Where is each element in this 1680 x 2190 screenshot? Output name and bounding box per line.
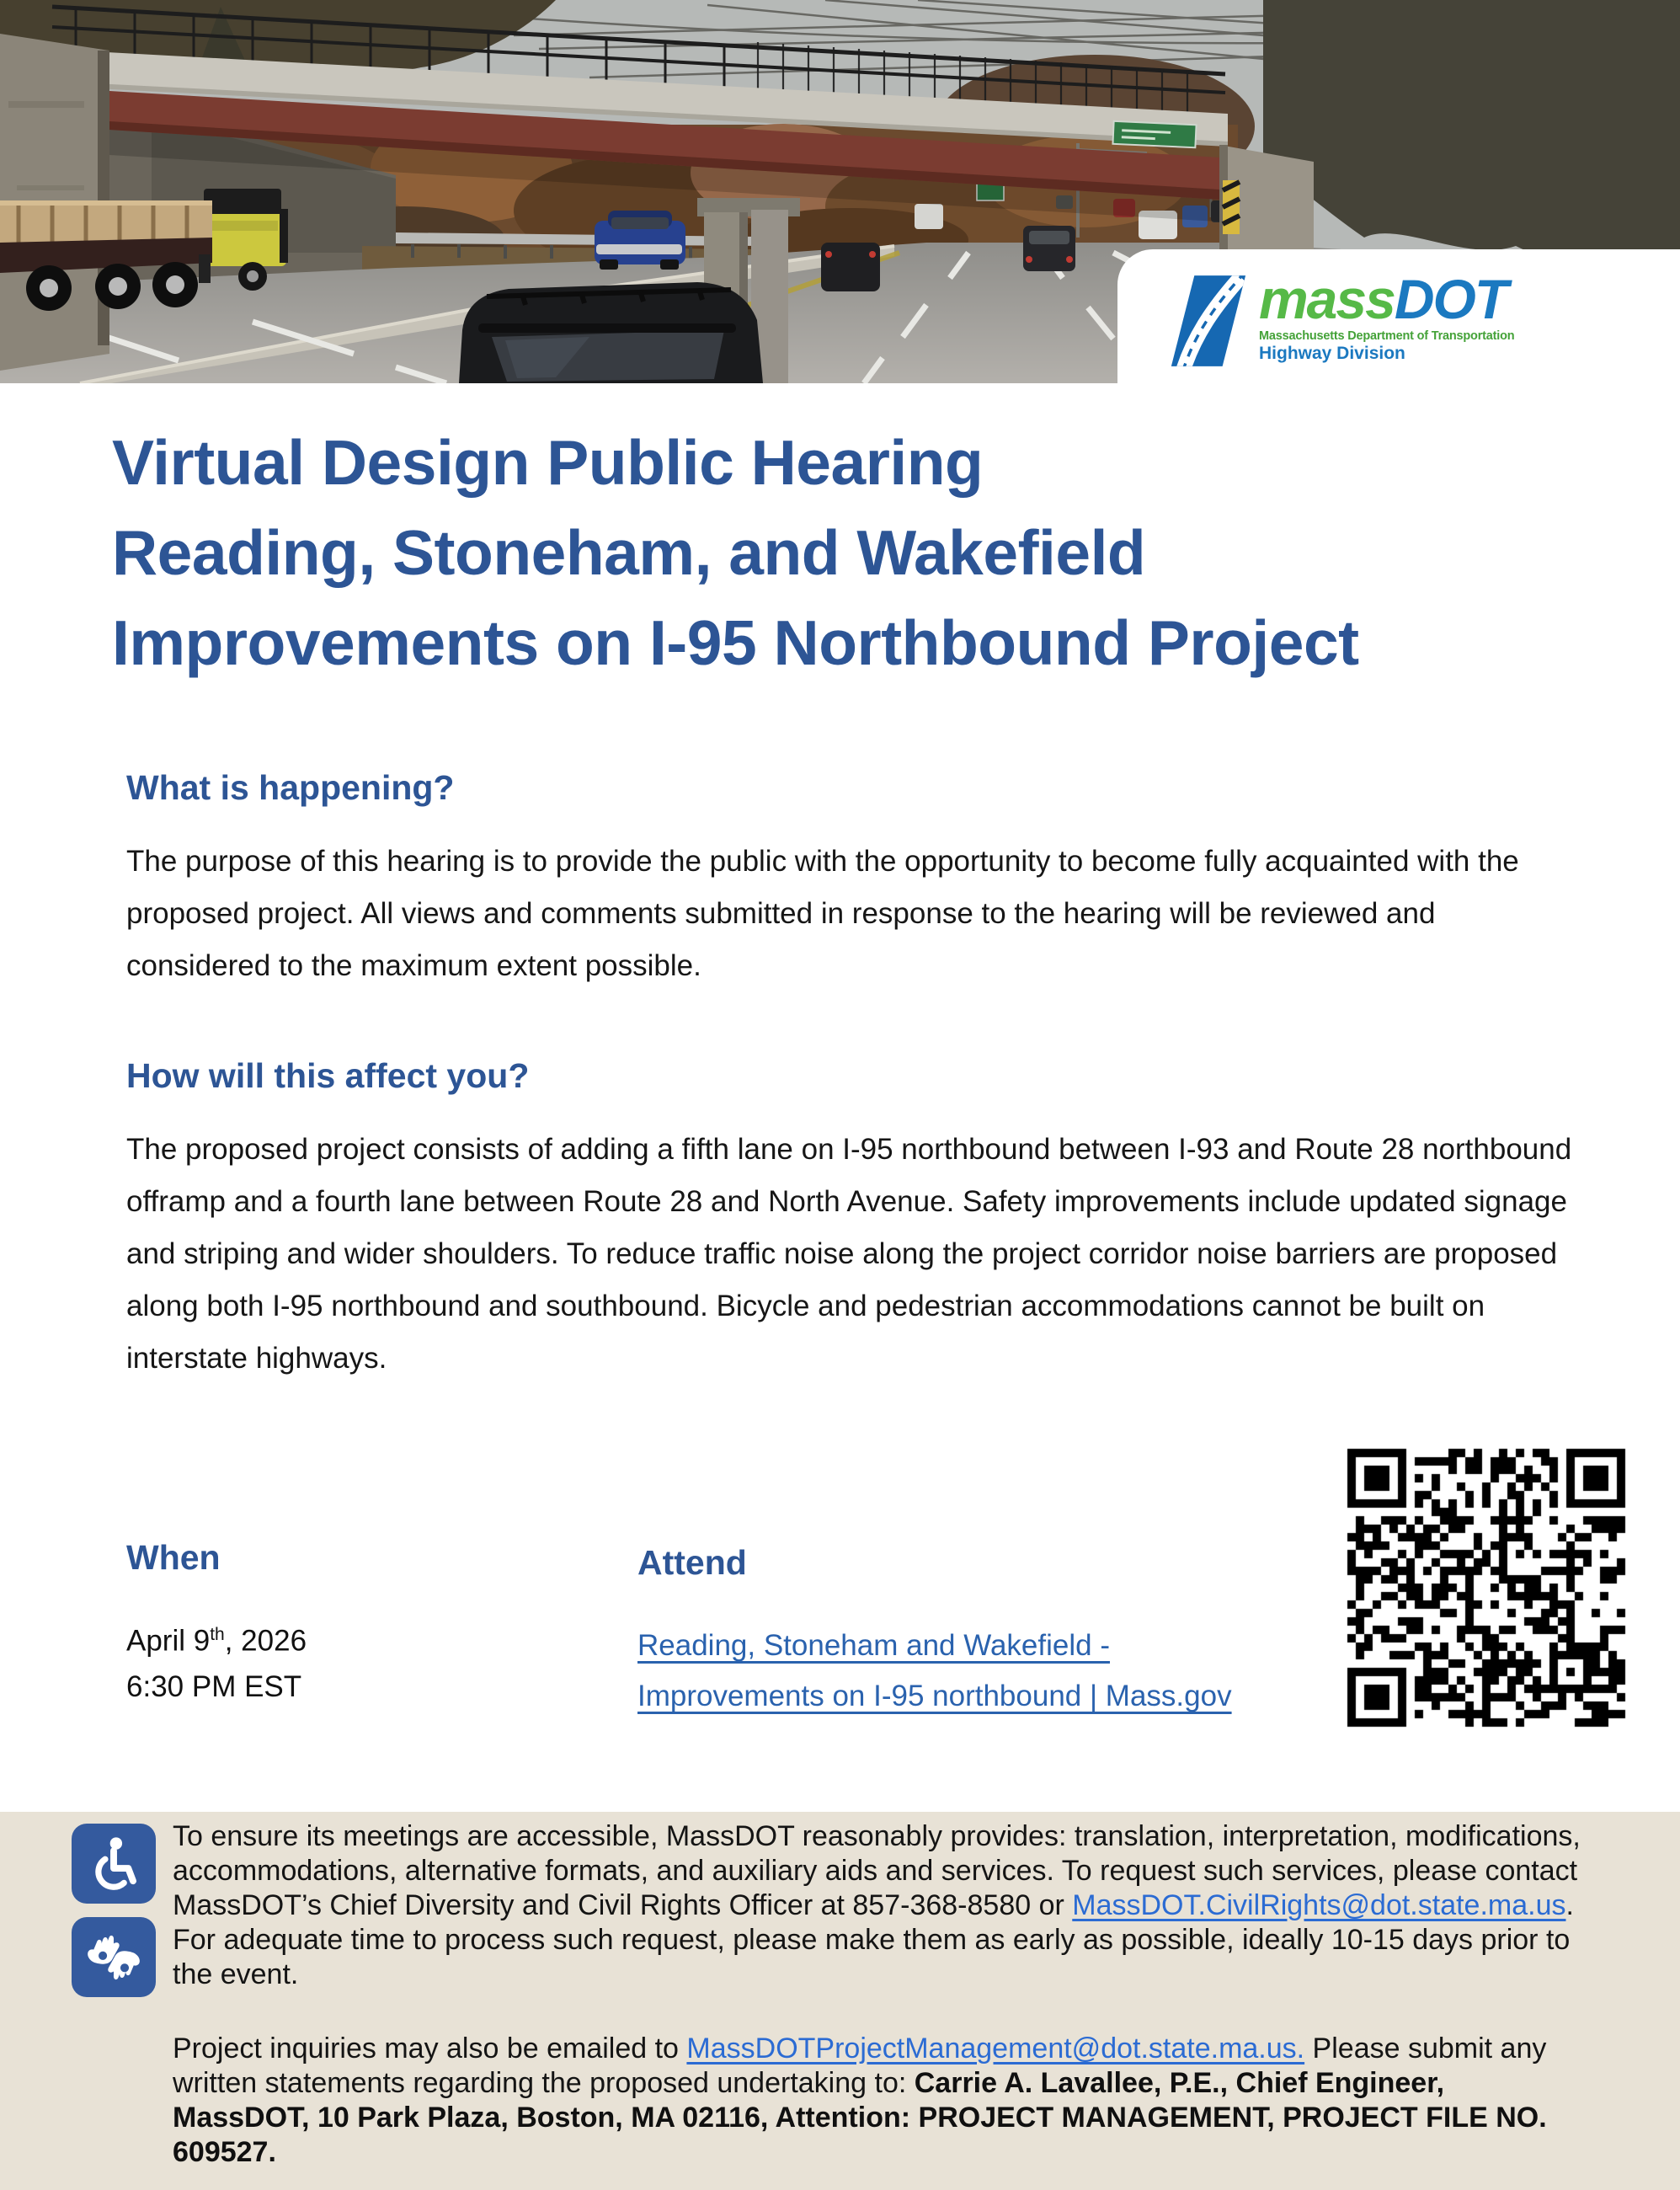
sign-language-icon — [72, 1917, 156, 1997]
how-body: The proposed project consists of adding a fifth lane on I-95 northbound between I-93 and Route 28 northbound offramp and a fourth lane between Route 28 and North Avenue. Safety improvements include updated signage and striping and wider shoulders. To reduce traffic noise along the project corridor noise barriers are proposed along both I-95 northbound and southbound. Bicycle and pedestrian accommodations cannot be built on interstate highways. — [126, 1133, 1572, 1375]
attend-column — [637, 1543, 1311, 1722]
attend-heading: Attend — [637, 1543, 747, 1582]
event-datetime — [126, 1612, 598, 1710]
blue-suv — [595, 211, 685, 270]
how-heading: How will this affect you? — [126, 1056, 530, 1095]
footer-text — [173, 1819, 1587, 2170]
accessibility-paragraph: To ensure its meetings are accessible, MassDOT reasonably provides: translation, interpretation, modifications, accommodations, alternative formats, and auxiliary aids and services. To request such services, please contact MassDOT’s Chief Diversity and Civil Rights Officer at 857-368-8580 or MassDOT.CivilRights@dot.state.ma.us. For adequate time to process such request, please make them as early as possible, ideally 10-15 days prior to the event. — [173, 1820, 1581, 1990]
wheelchair-accessibility-icon — [72, 1824, 156, 1904]
inquiries-paragraph: Project inquiries may also be emailed to MassDOTProjectManagement@dot.state.ma.us. Please submit any written statements regarding the proposed undertaking to: Carrie A. Lavallee, P.E., Chief Engineer, MassDOT, 10 Park Plaza, Boston, MA 02116, Attention: PROJECT MANAGEMENT, PROJECT FILE NO. 609527. — [173, 2032, 1547, 2168]
submission-address: Carrie A. Lavallee, P.E., Chief Engineer, MassDOT, 10 Park Plaza, Boston, MA 02116, Attention: PROJECT MANAGEMENT, PROJECT FILE NO. 609527. — [173, 2067, 1547, 2168]
massdot-logo-card — [1117, 249, 1680, 384]
section-how-affect-you — [126, 1056, 1583, 1385]
section-what-is-happening — [126, 768, 1583, 992]
logo-wordmark: massDOT — [1259, 268, 1507, 330]
hazard-marker — [1223, 180, 1240, 234]
event-date: April 9th, 2026 — [126, 1624, 307, 1658]
when-column — [126, 1538, 598, 1710]
what-body: The purpose of this hearing is to provide the public with the opportunity to become fully acquainted with the proposed project. All views and comments submitted in response to the hearing will be reviewed and considered to the maximum extent possible. — [126, 845, 1519, 982]
attend-meeting-link[interactable] — [637, 1621, 1311, 1722]
title-line-3: Improvements on I-95 Northbound Project — [112, 607, 1359, 678]
project-management-email-link[interactable]: MassDOTProjectManagement@dot.state.ma.us. — [686, 2032, 1305, 2064]
logo-division: Highway Division — [1259, 344, 1405, 364]
bridge-street-sign — [1112, 121, 1196, 147]
truck-stake-bed — [0, 202, 212, 243]
hero-highway-photo — [0, 0, 1680, 383]
when-heading: When — [126, 1538, 221, 1577]
accessibility-footer — [0, 1812, 1680, 2190]
massdot-road-icon — [1166, 273, 1249, 367]
civil-rights-email-link[interactable]: MassDOT.CivilRights@dot.state.ma.us — [1072, 1889, 1566, 1921]
title-line-1: Virtual Design Public Hearing — [112, 427, 984, 498]
attend-link-line-1: Reading, Stoneham and Wakefield - — [637, 1629, 1110, 1662]
logo-tagline: Massachusetts Department of Transportation — [1259, 328, 1515, 343]
qr-code — [1343, 1445, 1629, 1731]
title-line-2: Reading, Stoneham, and Wakefield — [112, 517, 1146, 588]
what-heading: What is happening? — [126, 768, 455, 807]
page-title — [112, 418, 1359, 688]
attend-link-line-2: Improvements on I-95 northbound | Mass.gov — [637, 1680, 1232, 1712]
event-time: 6:30 PM EST — [126, 1669, 302, 1703]
foreground-suv — [459, 282, 763, 383]
footer-icons — [72, 1824, 156, 2011]
